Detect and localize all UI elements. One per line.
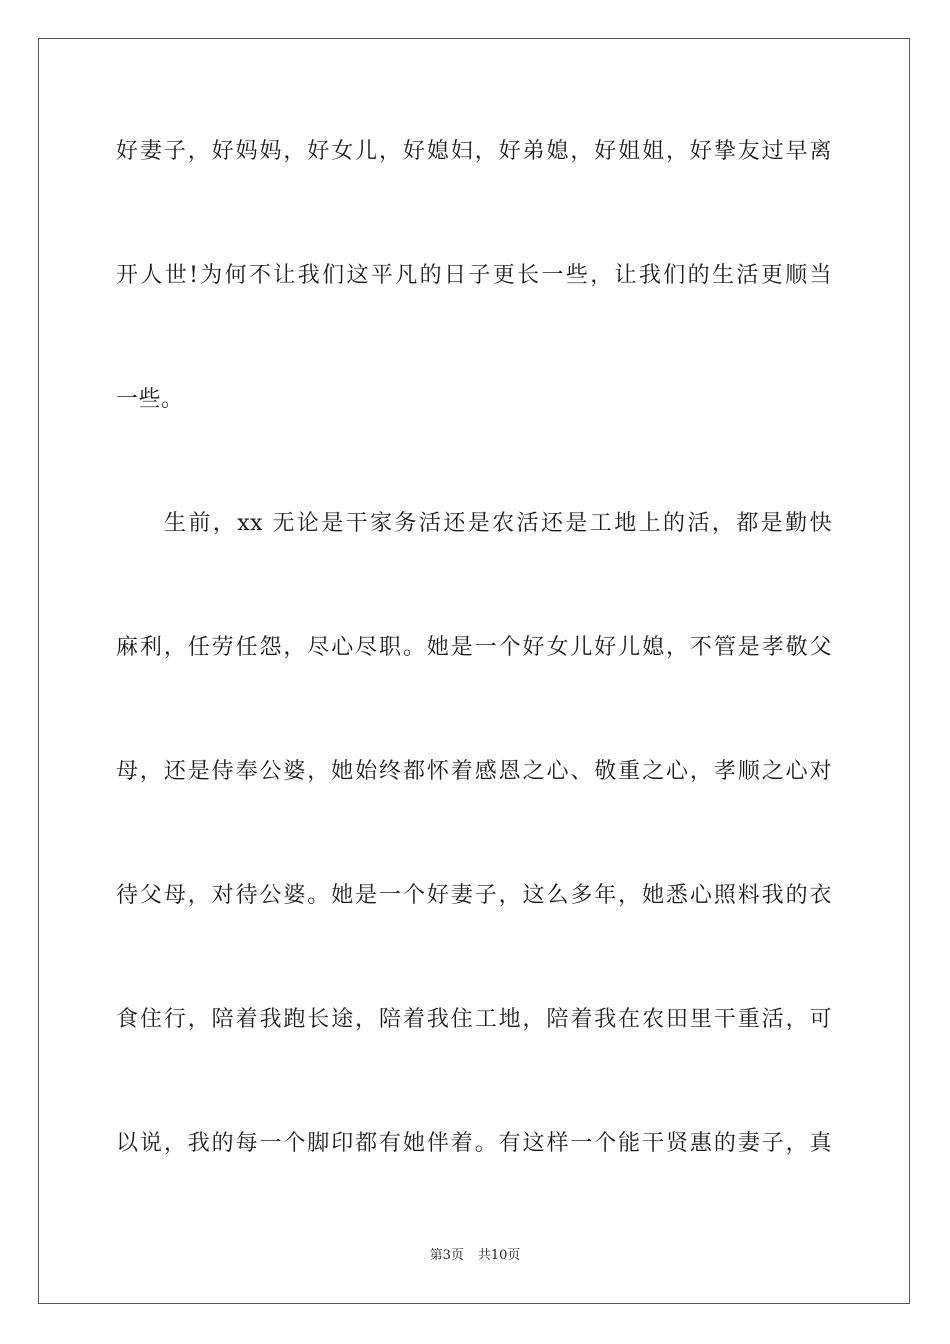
text-line: 麻利，任劳任怨，尽心尽职。她是一个好女儿好儿媳，不管是孝敬父 xyxy=(116,635,832,660)
text-line: 以说，我的每一个脚印都有她伴着。有这样一个能干贤惠的妻子，真 xyxy=(116,1131,832,1156)
text-line: 开人世!为何不让我们这平凡的日子更长一些，让我们的生活更顺当 xyxy=(116,263,832,288)
page-frame xyxy=(38,38,910,1304)
text-line: 生前，xx 无论是干家务活还是农活还是工地上的活，都是勤快 xyxy=(164,511,832,536)
page-number-total: 共10页 xyxy=(477,1248,521,1263)
text-line: 好妻子，好妈妈，好女儿，好媳妇，好弟媳，好姐姐，好挚友过早离 xyxy=(116,139,832,164)
text-line: 母，还是侍奉公婆，她始终都怀着感恩之心、敬重之心，孝顺之心对 xyxy=(116,759,832,784)
page-number-current: 第3页 xyxy=(429,1248,464,1263)
text-line: 食住行，陪着我跑长途，陪着我住工地，陪着我在农田里干重活，可 xyxy=(116,1007,832,1032)
page-footer xyxy=(0,1247,950,1265)
text-line: 一些。 xyxy=(116,387,184,412)
text-line: 待父母，对待公婆。她是一个好妻子，这么多年，她悉心照料我的衣 xyxy=(116,883,832,908)
